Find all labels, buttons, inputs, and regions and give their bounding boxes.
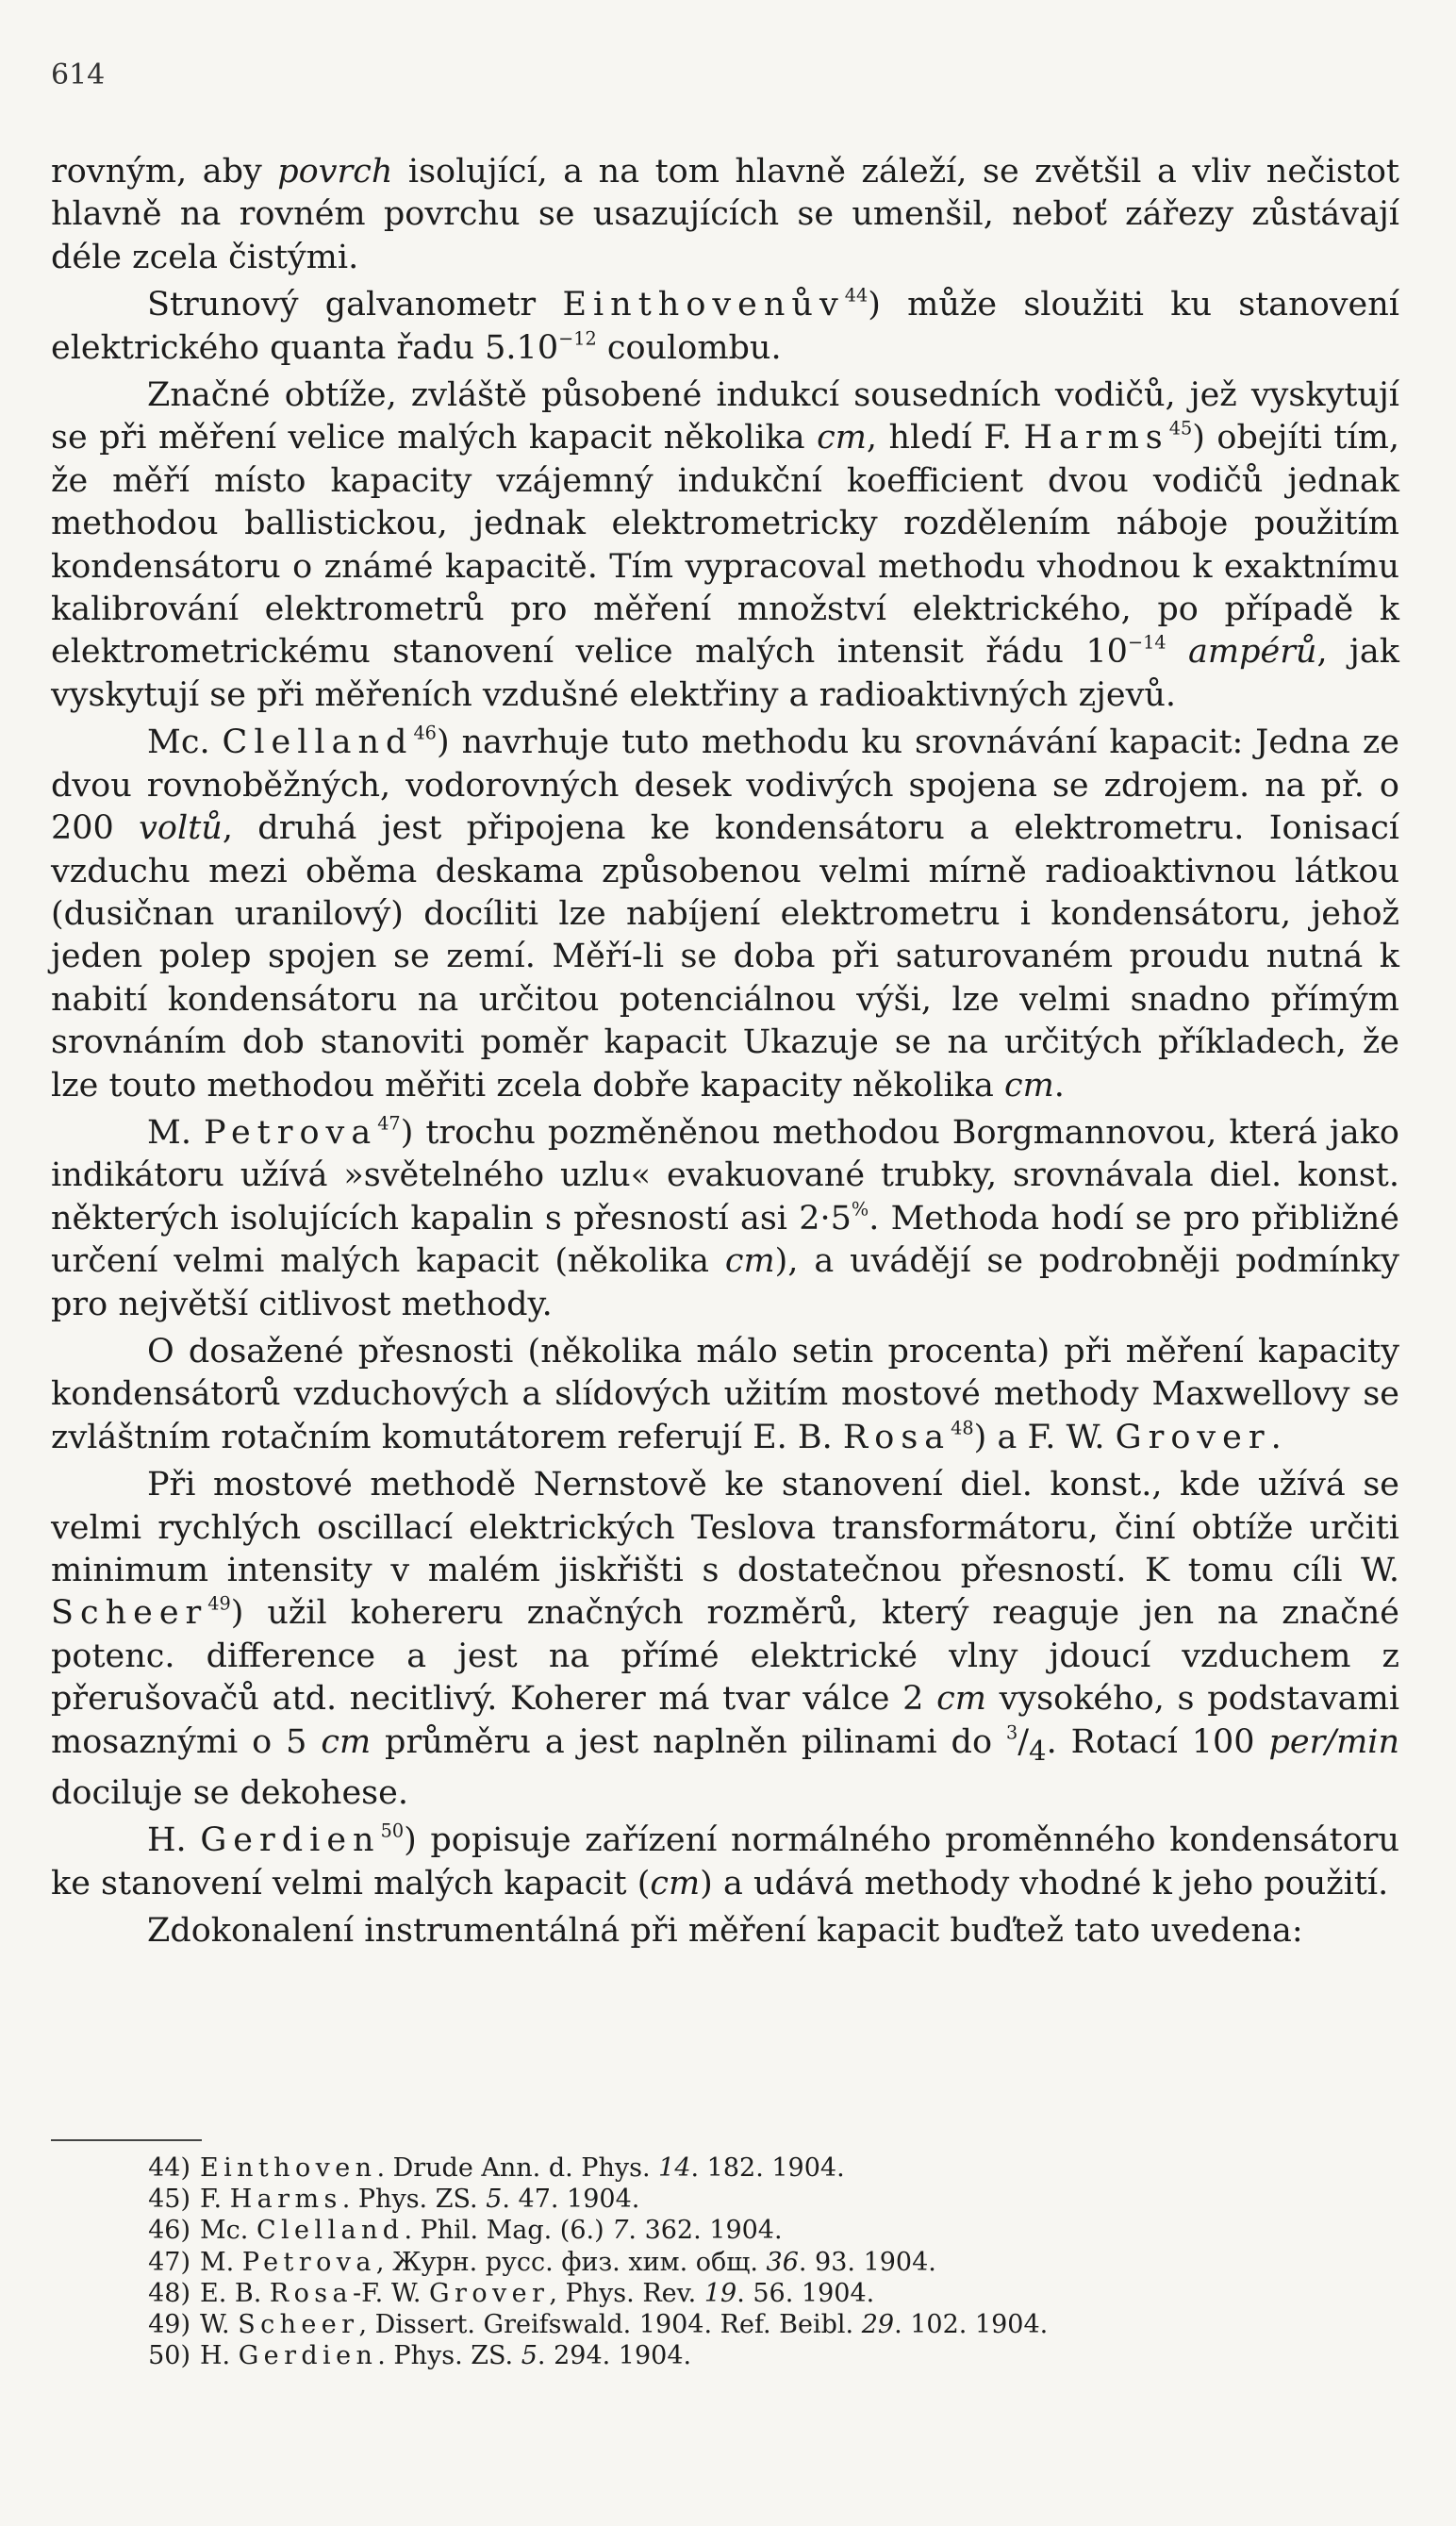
spaced-name: Rosa: [269, 2278, 354, 2308]
footnote-mark: 44): [148, 2153, 190, 2183]
text-run: . 93. 1904.: [798, 2247, 936, 2277]
superscript: 50: [380, 1820, 405, 1842]
paragraph: [51, 1910, 1399, 1953]
text-run: . Phys. ZS.: [377, 2341, 521, 2371]
italic-run: ampérů: [1188, 633, 1317, 672]
spaced-name: Gerdien: [238, 2341, 378, 2371]
italic-run: cm: [936, 1680, 986, 1719]
italic-run: cm: [817, 419, 867, 457]
text-run: . Phil. Mag. (6.): [404, 2216, 613, 2246]
text-run: H.: [200, 2341, 239, 2371]
superscript: 46: [413, 722, 437, 744]
footnote: [51, 2184, 1371, 2215]
footnote-mark: 50): [148, 2341, 190, 2371]
text-run: isolující, a na tom hlavně záleží, se zvětšil a vliv nečistot hlavně na rovném povrchu se usazujících se umenšil, neboť zářezy zůstávají déle zcela čistými.: [51, 153, 1400, 276]
page-number: 614: [51, 58, 106, 91]
paragraph: [51, 1820, 1399, 1905]
spaced-name: Gerdien: [200, 1821, 381, 1860]
text-run: ) popisuje zařízení normálného proměnného kondensátoru ke stanovení velmi malých kapacit (: [51, 1821, 1399, 1903]
text-run: , Dissert. Greifswald. 1904. Ref. Beibl.: [358, 2310, 862, 2340]
text-run: ) trochu pozměněnou methodou Borgmannovou, která jako indikátoru užívá »světelného uzlu« evakuované trubky, srovnávala diel. konst. některých isolujících kapalin s přesností asi 2·5: [51, 1113, 1399, 1238]
paragraph: [51, 151, 1399, 279]
footnote: [51, 2309, 1371, 2340]
text-run: O dosažené přesnosti (několika málo setin procenta) při měření kapacity kondensátorů vzduchových a slídových užitím mostové methody Maxwellovy se zvláštním rotačním komutátorem referují E. B.: [51, 1332, 1399, 1456]
text-run: Zdokonalení instrumentálná při měření kapacit buďtež tato uvedena:: [147, 1912, 1303, 1951]
paragraph: [51, 1464, 1399, 1815]
text-run: W.: [200, 2310, 239, 2340]
footnote: [51, 2152, 1371, 2184]
spaced-name: Rosa: [842, 1418, 951, 1456]
paragraph: [51, 722, 1399, 1107]
superscript: 47: [377, 1112, 401, 1135]
footnote: [51, 2215, 1371, 2246]
italic-run: povrch: [277, 153, 393, 191]
italic-run: cm: [724, 1242, 775, 1281]
footnote-text: [200, 2278, 874, 2309]
italic-run: 36: [766, 2247, 799, 2277]
italic-run: 29: [861, 2310, 895, 2340]
footnote-text: [200, 2340, 691, 2371]
footnote-mark: 48): [148, 2278, 190, 2308]
text-run: . Phys. ZS.: [341, 2185, 487, 2215]
superscript: 44: [844, 284, 869, 307]
italic-run: 5: [486, 2185, 503, 2215]
text-run: . 294. 1904.: [537, 2341, 692, 2371]
footnote-text: [200, 2184, 639, 2215]
superscript: −14: [1127, 632, 1166, 655]
spaced-name: Grover: [429, 2278, 550, 2308]
footnote-text: [200, 2247, 936, 2278]
spaced-name: Petrova: [241, 2247, 376, 2277]
spaced-name: Grover: [1115, 1418, 1271, 1456]
text-run: . 47. 1904.: [502, 2185, 640, 2215]
spaced-name: Harms: [229, 2185, 342, 2215]
italic-run: 19: [703, 2278, 737, 2308]
text-run: [1166, 633, 1188, 671]
paragraph: [51, 284, 1399, 370]
footnote-text: [200, 2309, 1048, 2340]
subscript: 4: [1029, 1734, 1047, 1767]
text-run: ) a F. W.: [973, 1418, 1116, 1456]
text-run: . 362. 1904.: [628, 2216, 783, 2246]
italic-run: per/min: [1268, 1722, 1400, 1761]
text-run: , jak vyskytují se při měřeních vzdušné elektřiny a radioaktivných zjevů.: [51, 633, 1399, 714]
superscript: %: [851, 1198, 869, 1221]
footnote-mark: 46): [148, 2216, 190, 2246]
text-run: ) navrhuje tuto methodu ku srovnávání kapacit: Jedna ze dvou rovnoběžných, vodorovných desek vodivých spojena se zdrojem. na př. o 200: [51, 723, 1399, 848]
text-run: H.: [147, 1821, 201, 1860]
text-run: . 56. 1904.: [736, 2278, 875, 2308]
superscript: 3: [1005, 1721, 1018, 1744]
text-run: coulombu.: [596, 328, 782, 367]
spaced-name: Scheer: [238, 2310, 359, 2340]
italic-run: cm: [650, 1864, 701, 1903]
text-run: ) obejíti tím, že měří místo kapacity vzájemný indukční koefficient dvou vodičů jednak methodou ballistickou, jednak elektrometricky rozdělením náboje použitím kondensátoru o známé kapacitě. Tím vypracoval methodu vhodnou k exaktnímu kalibrování elektrometrů pro měření množství elektrického, po případě k elektrometrickému stanovení velice malých intensit řádu 10: [51, 419, 1399, 672]
superscript: 45: [1168, 418, 1193, 440]
spaced-name: Einthovenův: [562, 286, 845, 324]
text-run: ) může sloužiti ku stanovení elektrického quanta řadu 5.10: [51, 286, 1400, 367]
text-run: , hledí F.: [866, 419, 1024, 457]
text-run: E. B.: [200, 2278, 270, 2308]
text-run: Při mostové methodě Nernstově ke stanovení diel. konst., kde užívá se velmi rychlých oscillací elektrických Teslova transformátoru, činí obtíže určiti minimum intensity v malém jiskřišti s dostatečnou přesností. K tomu cíli W.: [51, 1466, 1399, 1589]
text-run: -F. W.: [353, 2278, 430, 2308]
superscript: 49: [207, 1592, 231, 1615]
spaced-name: Harms: [1023, 419, 1169, 457]
footnote: [51, 2340, 1371, 2371]
footnote-text: [200, 2152, 845, 2184]
text-run: . 102. 1904.: [894, 2310, 1049, 2340]
text-run: . Methoda hodí se pro přibližné určení velmi malých kapacit (několika: [51, 1199, 1399, 1281]
text-run: ) užil kohereru značných rozměrů, který reaguje jen na značné potenc. difference a jest na přímé elektrické vlny jdoucí vzduchem z přerušovačů atd. necitlivý. Koherer má tvar válce 2: [51, 1594, 1399, 1719]
spaced-name: Petrova: [203, 1113, 378, 1152]
italic-run: cm: [321, 1722, 372, 1761]
superscript: 48: [951, 1417, 974, 1439]
superscript: −12: [558, 327, 597, 350]
italic-run: cm: [1003, 1066, 1054, 1105]
text-run: , Phys. Rev.: [549, 2278, 704, 2308]
text-run: . Drude Ann. d. Phys.: [376, 2153, 659, 2183]
text-run: průměru a jest naplněn pilinami do: [371, 1722, 1006, 1761]
footnote-mark: 49): [148, 2310, 190, 2340]
footnote: [51, 2278, 1371, 2309]
paragraph: [51, 1331, 1399, 1459]
text-run: . Rotací 100: [1046, 1722, 1269, 1761]
spaced-name: Einthoven: [200, 2153, 377, 2183]
text-run: F.: [200, 2185, 230, 2215]
paragraph: [51, 374, 1399, 717]
footnote-text: [200, 2215, 783, 2246]
text-run: dociluje se dekohese.: [51, 1774, 408, 1813]
text-run: . 182. 1904.: [690, 2153, 845, 2183]
body-text: [51, 151, 1399, 1958]
italic-run: 5: [521, 2341, 538, 2371]
text-run: ) a udává methody vhodné k jeho použití.: [700, 1864, 1389, 1903]
text-run: .: [1270, 1418, 1282, 1456]
text-run: .: [1053, 1066, 1065, 1105]
footnote-divider: [51, 2139, 202, 2141]
text-run: ), a uvádějí se podrobněji podmínky pro největší citlivost methody.: [51, 1242, 1399, 1323]
spaced-name: Clelland: [256, 2216, 405, 2246]
paragraph: [51, 1112, 1399, 1326]
text-run: Mc.: [200, 2216, 256, 2246]
spaced-name: Clelland: [222, 723, 414, 762]
italic-run: 14: [658, 2153, 691, 2183]
text-run: M.: [147, 1113, 204, 1152]
text-run: vysokého, s podstavami mosaznými o 5: [51, 1680, 1400, 1761]
footnote-mark: 45): [148, 2185, 190, 2215]
text-run: Strunový galvanometr: [147, 286, 563, 324]
footnotes: [51, 2152, 1371, 2371]
text-run: Značné obtíže, zvláště působené indukcí sousedních vodičů, jež vyskytují se při měření velice malých kapacit několika: [51, 376, 1399, 457]
footnote: [51, 2247, 1371, 2278]
spaced-name: Scheer: [51, 1594, 208, 1633]
text-run: M.: [200, 2247, 242, 2277]
italic-run: 7: [612, 2216, 629, 2246]
text-run: , Журн. русс. физ. хим. общ.: [375, 2247, 767, 2277]
text-run: Mc.: [147, 723, 223, 762]
text-run: /: [1018, 1722, 1030, 1761]
footnote-mark: 47): [148, 2247, 190, 2277]
text-run: , druhá jest připojena ke kondensátoru a elektrometru. Ionisací vzduchu mezi oběma deskama způsobenou velmi mírně radioaktivnou látkou (dusičnan uranilový) docíliti lze nabíjení elektrometru i kondensátoru, jehož jeden polep spojen se zemí. Měří-li se doba při saturovaném proudu nutná k nabití kondensátoru na určitou potenciálnou výši, lze velmi snadno přímým srovnáním dob stanoviti poměr kapacit Ukazuje se na určitých příkladech, že lze touto methodou měřiti zcela dobře kapacity několika: [51, 809, 1399, 1105]
text-run: rovným, aby: [51, 153, 278, 191]
italic-run: voltů: [139, 809, 223, 848]
